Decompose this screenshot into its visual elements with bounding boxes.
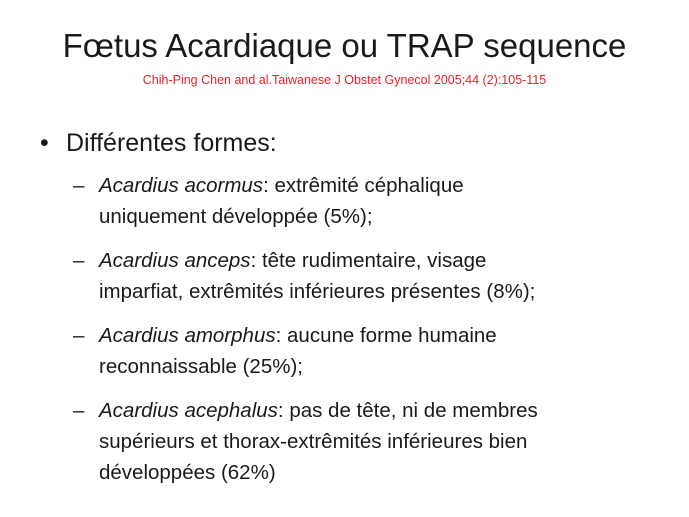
item-description: : tête rudimentaire, visage bbox=[250, 249, 487, 272]
item-line-2: imparfiat, extrêmités inférieures présentes (8%); bbox=[99, 280, 536, 303]
item-line bbox=[99, 170, 673, 201]
list-item-acephalus bbox=[73, 395, 673, 488]
item-line bbox=[99, 395, 673, 426]
item-term: Acardius amorphus bbox=[99, 324, 276, 347]
main-bullet bbox=[40, 126, 277, 160]
item-description: : pas de tête, ni de membres bbox=[277, 399, 538, 422]
bullet-icon: • bbox=[40, 129, 49, 157]
form-list bbox=[73, 170, 673, 501]
dash-icon: – bbox=[73, 174, 85, 197]
slide-title: Fœtus Acardiaque ou TRAP sequence bbox=[62, 27, 627, 64]
item-line bbox=[99, 320, 673, 351]
item-line-2: uniquement développée (5%); bbox=[99, 205, 373, 228]
citation: Chih-Ping Chen and al.Taiwanese J Obstet Gynecol 2005;44 (2):105-115 bbox=[142, 73, 547, 87]
dash-icon: – bbox=[73, 249, 85, 272]
item-term: Acardius anceps bbox=[99, 249, 251, 272]
item-term: Acardius acephalus bbox=[99, 399, 278, 422]
item-term: Acardius acormus bbox=[99, 174, 264, 197]
item-line bbox=[99, 245, 673, 276]
list-item-amorphus bbox=[73, 320, 673, 382]
main-bullet-text: Différentes formes: bbox=[66, 129, 277, 157]
item-line-2: reconnaissable (25%); bbox=[99, 355, 303, 378]
item-line-2: supérieurs et thorax-extrêmités inférieures bien bbox=[99, 430, 528, 453]
dash-icon: – bbox=[73, 324, 85, 347]
item-description: : aucune forme humaine bbox=[275, 324, 497, 347]
list-item-acormus bbox=[73, 170, 673, 232]
item-description: : extrêmité céphalique bbox=[263, 174, 464, 197]
item-line-3: développées (62%) bbox=[99, 461, 276, 484]
dash-icon: – bbox=[73, 399, 85, 422]
list-item-anceps bbox=[73, 245, 673, 307]
